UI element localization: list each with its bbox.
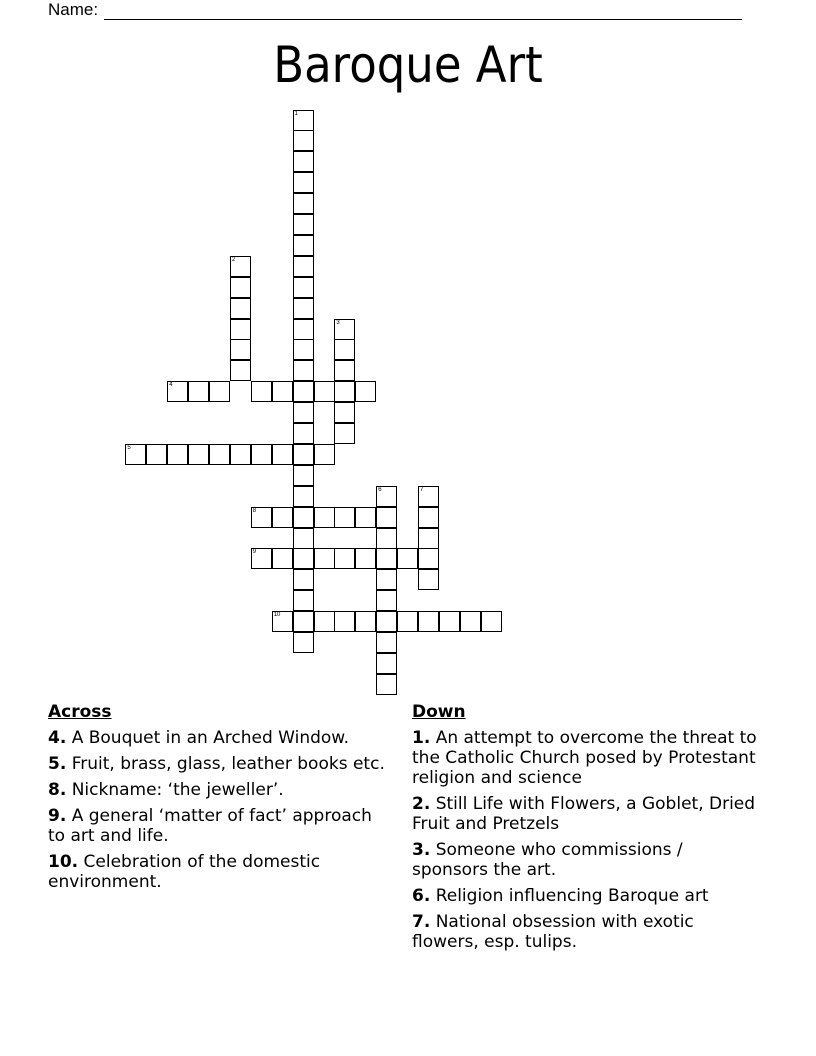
- grid-cell[interactable]: [293, 319, 314, 340]
- grid-cell[interactable]: [188, 444, 209, 465]
- grid-cell[interactable]: [376, 486, 397, 507]
- grid-cell[interactable]: [376, 674, 397, 695]
- grid-cell[interactable]: [125, 444, 146, 465]
- clue-number: 7.: [412, 912, 431, 932]
- grid-cell[interactable]: [397, 611, 418, 632]
- grid-cell[interactable]: [418, 486, 439, 507]
- grid-cell[interactable]: [314, 507, 335, 528]
- cell-number: 6: [378, 486, 382, 493]
- clue-number: 3.: [412, 840, 431, 860]
- grid-cell[interactable]: [251, 548, 272, 569]
- grid-cell[interactable]: [209, 444, 230, 465]
- grid-cell[interactable]: [293, 423, 314, 444]
- grid-cell[interactable]: [230, 444, 251, 465]
- grid-cell[interactable]: [418, 611, 439, 632]
- grid-cell[interactable]: [293, 235, 314, 256]
- grid-cell[interactable]: [293, 214, 314, 235]
- cell-number: 1: [294, 110, 298, 117]
- grid-cell[interactable]: [418, 569, 439, 590]
- grid-cell[interactable]: [293, 486, 314, 507]
- cell-number: 3: [336, 319, 340, 326]
- cell-number: 9: [252, 549, 257, 556]
- grid-cell[interactable]: [167, 444, 188, 465]
- grid-cell[interactable]: [230, 339, 251, 360]
- grid-cell[interactable]: [209, 381, 230, 402]
- across-clue: [48, 780, 388, 800]
- across-clue: [48, 728, 388, 748]
- clue-text: Celebration of the domestic environment.: [48, 852, 321, 892]
- grid-cell[interactable]: [376, 569, 397, 590]
- grid-cell[interactable]: [293, 444, 314, 465]
- grid-cell[interactable]: [355, 611, 376, 632]
- grid-cell[interactable]: [293, 193, 314, 214]
- grid-cell[interactable]: [293, 277, 314, 298]
- clue-number: 4.: [48, 728, 67, 748]
- clue-text: Fruit, brass, glass, leather books etc.: [71, 754, 385, 774]
- across-heading: Across: [48, 702, 112, 722]
- clue-text: An attempt to overcome the threat to the Catholic Church posed by Protestant religion and science: [412, 728, 757, 788]
- grid-cell[interactable]: [376, 632, 397, 653]
- grid-cell[interactable]: [272, 381, 293, 402]
- across-clues: [48, 702, 388, 898]
- clue-text: A general ‘matter of fact’ approach to art and life.: [48, 806, 372, 846]
- clue-text: Someone who commissions / sponsors the art.: [412, 840, 683, 880]
- grid-cell[interactable]: [314, 548, 335, 569]
- grid-cell[interactable]: [376, 653, 397, 674]
- grid-cell[interactable]: [167, 381, 188, 402]
- grid-cell[interactable]: [230, 256, 251, 277]
- grid-cell[interactable]: [293, 360, 314, 381]
- grid-cell[interactable]: [251, 381, 272, 402]
- name-label: Name:: [48, 0, 99, 19]
- cell-number: 2: [231, 256, 236, 263]
- grid-cell[interactable]: [293, 151, 314, 172]
- across-clue: [48, 852, 388, 892]
- grid-cell[interactable]: [293, 110, 314, 131]
- down-clue: [412, 728, 757, 788]
- grid-cell[interactable]: [272, 548, 293, 569]
- grid-cell[interactable]: [334, 360, 355, 381]
- grid-cell[interactable]: [334, 381, 355, 402]
- clue-number: 5.: [48, 754, 67, 774]
- grid-cell[interactable]: [293, 256, 314, 277]
- down-clues: [412, 702, 757, 958]
- grid-cell[interactable]: [334, 548, 355, 569]
- grid-cell[interactable]: [293, 632, 314, 653]
- clue-text: Religion influencing Baroque art: [435, 886, 709, 906]
- grid-cell[interactable]: [251, 507, 272, 528]
- down-clue: [412, 840, 757, 880]
- grid-cell[interactable]: [418, 548, 439, 569]
- grid-cell[interactable]: [376, 590, 397, 611]
- cell-number: 7: [420, 486, 424, 493]
- clue-number: 8.: [48, 780, 67, 800]
- clue-text: Still Life with Flowers, a Goblet, Dried Fruit and Pretzels: [412, 794, 756, 834]
- down-clue: [412, 794, 757, 834]
- grid-cell[interactable]: [314, 611, 335, 632]
- grid-cell[interactable]: [481, 611, 502, 632]
- grid-cell[interactable]: [460, 611, 481, 632]
- down-clue: [412, 912, 757, 952]
- grid-cell[interactable]: [293, 402, 314, 423]
- across-clue: [48, 806, 388, 846]
- grid-cell[interactable]: [293, 130, 314, 151]
- page-title: Baroque Art: [273, 36, 543, 94]
- grid-cell[interactable]: [293, 465, 314, 486]
- grid-cell[interactable]: [293, 611, 314, 632]
- grid-cell[interactable]: [376, 507, 397, 528]
- grid-cell[interactable]: [334, 402, 355, 423]
- grid-cell[interactable]: [230, 319, 251, 340]
- grid-cell[interactable]: [146, 444, 167, 465]
- grid-cell[interactable]: [293, 548, 314, 569]
- grid-cell[interactable]: [376, 611, 397, 632]
- grid-cell[interactable]: [334, 507, 355, 528]
- cell-number: 5: [127, 444, 131, 451]
- cell-number: 4: [169, 382, 173, 389]
- grid-cell[interactable]: [314, 444, 335, 465]
- clue-number: 2.: [412, 794, 431, 814]
- grid-cell[interactable]: [293, 528, 314, 549]
- grid-cell[interactable]: [293, 339, 314, 360]
- grid-cell[interactable]: [230, 277, 251, 298]
- grid-cell[interactable]: [293, 172, 314, 193]
- clue-number: 6.: [412, 886, 431, 906]
- grid-cell[interactable]: [334, 319, 355, 340]
- clue-number: 9.: [48, 806, 67, 826]
- grid-cell[interactable]: [293, 590, 314, 611]
- clue-text: National obsession with exotic flowers, esp. tulips.: [412, 912, 694, 952]
- clue-text: Nickname: ‘the jeweller’.: [71, 780, 284, 800]
- grid-cell[interactable]: [376, 548, 397, 569]
- grid-cell[interactable]: [314, 381, 335, 402]
- grid-cell[interactable]: [418, 528, 439, 549]
- grid-cell[interactable]: [355, 507, 376, 528]
- grid-cell[interactable]: [293, 569, 314, 590]
- grid-cell[interactable]: [272, 444, 293, 465]
- grid-cell[interactable]: [230, 298, 251, 319]
- grid-cell[interactable]: [230, 360, 251, 381]
- grid-cell[interactable]: [293, 507, 314, 528]
- grid-cell[interactable]: [334, 423, 355, 444]
- clue-number: 10.: [48, 852, 79, 872]
- across-clue: [48, 754, 388, 774]
- grid-cell[interactable]: [439, 611, 460, 632]
- grid-cell[interactable]: [397, 548, 418, 569]
- grid-cell[interactable]: [293, 298, 314, 319]
- cell-number: 10: [273, 612, 281, 619]
- grid-cell[interactable]: [251, 444, 272, 465]
- grid-cell[interactable]: [272, 611, 293, 632]
- grid-cell[interactable]: [334, 339, 355, 360]
- grid-cell[interactable]: [418, 507, 439, 528]
- grid-cell[interactable]: [293, 381, 314, 402]
- cell-number: 8: [252, 507, 257, 514]
- grid-cell[interactable]: [334, 611, 355, 632]
- grid-cell[interactable]: [355, 381, 376, 402]
- grid-cell[interactable]: [376, 528, 397, 549]
- grid-cell[interactable]: [355, 548, 376, 569]
- down-clue: [412, 886, 757, 906]
- grid-cell[interactable]: [272, 507, 293, 528]
- clue-text: A Bouquet in an Arched Window.: [71, 728, 350, 748]
- grid-cell[interactable]: [188, 381, 209, 402]
- clue-number: 1.: [412, 728, 431, 748]
- down-heading: Down: [412, 702, 466, 722]
